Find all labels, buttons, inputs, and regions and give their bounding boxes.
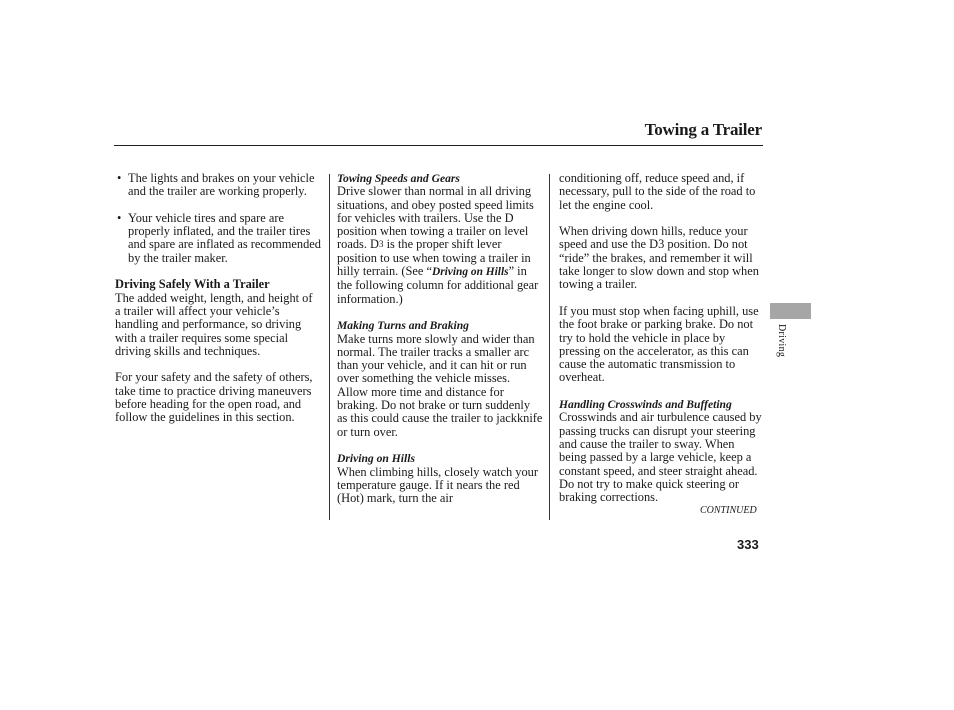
cross-reference: Driving on Hills [431, 266, 509, 279]
column-2 [337, 172, 543, 505]
section-heading: Driving Safely With a Trailer [115, 277, 270, 292]
header-rule [114, 145, 763, 146]
paragraph: Crosswinds and air turbulence caused by passing trucks can disrupt your steering and cause the trailer to sway. When being passed by a large vehicle, keep a constant speed, and steer straight ahead. Do not try to make quick steering or braking corrections. [559, 410, 762, 505]
subsection-heading: Handling Crosswinds and Buffeting [559, 398, 732, 412]
paragraph: The added weight, length, and height of a trailer will affect your vehicle’s handling and performance, so driving with a trailer requires some special driving skills and techniques. [115, 290, 313, 358]
paragraph: Make turns more slowly and wider than normal. The trailer tracks a smaller arc than your vehicle, and it can hit or run over something the vehicle misses. Allow more time and distance for braking. Do not brake or turn suddenly as this could cause the trailer to jackknife or turn over. [337, 331, 543, 439]
column-divider [329, 174, 330, 520]
column-3 [559, 172, 765, 504]
subsection-heading: Driving on Hills [337, 452, 415, 466]
bullet-item: • The lights and brakes on your vehicle and the trailer are working properly. [115, 172, 321, 199]
column-1 [115, 172, 321, 425]
gear-subscript: 3 [378, 239, 384, 250]
continued-label: CONTINUED [700, 505, 757, 516]
paragraph: Drive slower than normal in all driving situations, and obey posted speed limits for vehicles with trailers. Use the D position when towing a trailer on level roads. D3 is the proper shift lever position to use when towing a trailer in hilly terrain. (See “Driving on Hills” in the following column for additional gear information.) [337, 184, 539, 306]
paragraph: When driving down hills, reduce your speed and use the D3 position. Do not “ride” the brakes, and remember it will take longer to slow down and stop when towing a trailer. [559, 224, 759, 292]
subsection-heading: Making Turns and Braking [337, 319, 469, 333]
section-tab [770, 303, 811, 319]
subsection-heading: Towing Speeds and Gears [337, 172, 460, 185]
page-number: 333 [737, 537, 759, 552]
paragraph: For your safety and the safety of others, take time to practice driving maneuvers before heading for the open road, and follow the guidelines in this section. [115, 370, 313, 425]
paragraph: If you must stop when facing uphill, use the foot brake or parking brake. Do not try to hold the vehicle in place by pressing on the accelerator, as this can cause the automatic transmission to overheat. [559, 303, 759, 385]
paragraph: conditioning off, reduce speed and, if necessary, pull to the side of the road to let the engine cool. [559, 171, 756, 212]
page-title: Towing a Trailer [644, 120, 762, 139]
column-divider [549, 174, 550, 520]
paragraph: When climbing hills, closely watch your temperature gauge. If it nears the red (Hot) mark, turn the air [337, 464, 538, 506]
section-tab-label: Driving [776, 324, 787, 358]
bullet-item: • Your vehicle tires and spare are properly inflated, and the trailer tires and spare are inflated as recommended by the trailer maker. [115, 212, 321, 265]
